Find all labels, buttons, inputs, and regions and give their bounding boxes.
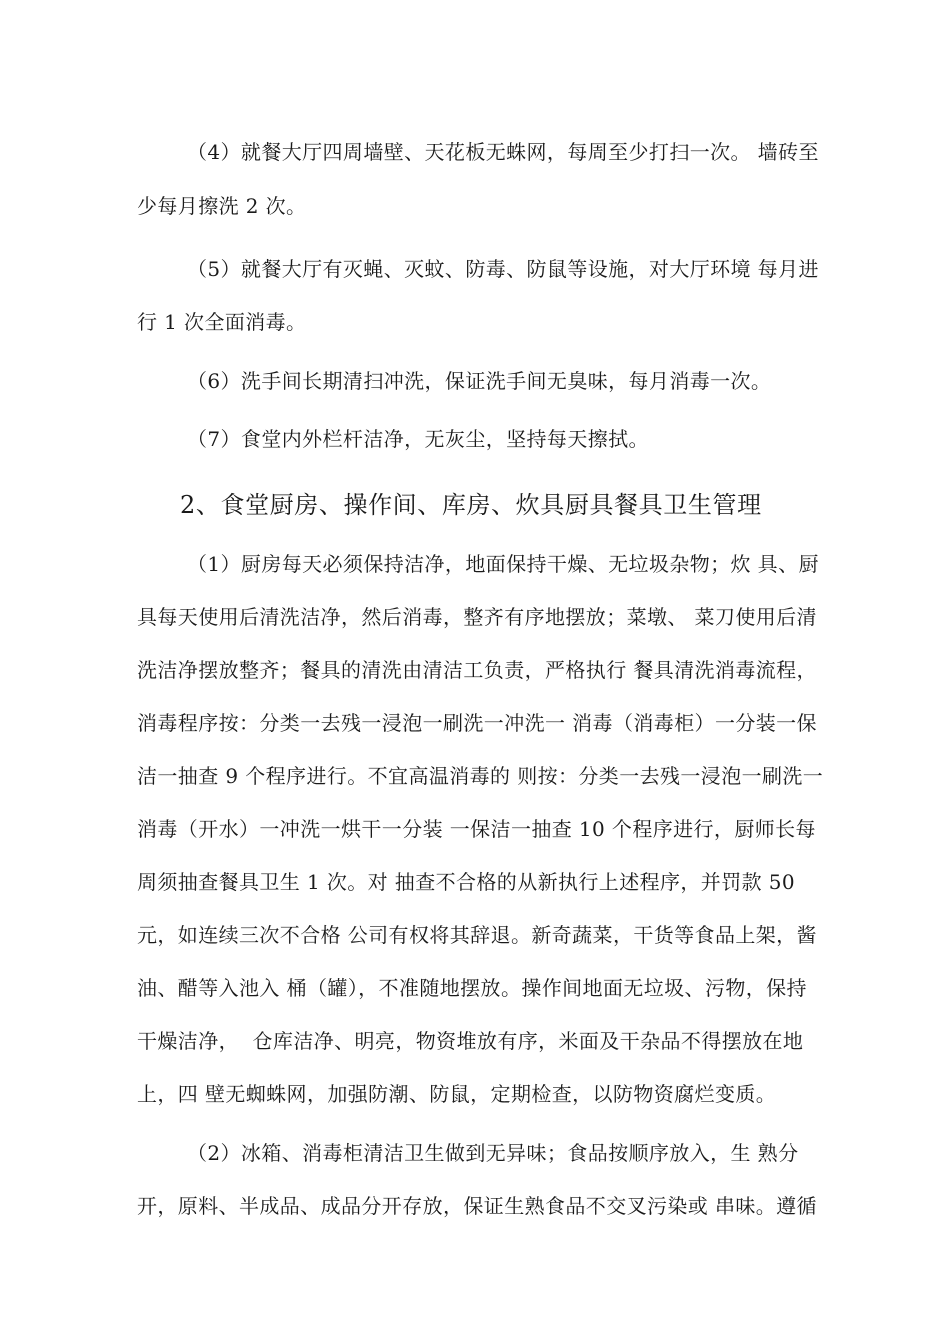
section-2-p1-line-4: 消毒程序按：分类一去残一浸泡一刷洗一冲洗一 消毒（消毒柜）一分装一保 — [137, 711, 817, 735]
section-2-p1-line-11: 上，四 壁无蜘蛛网，加强防潮、防鼠，定期检查，以防物资腐烂变质。 — [137, 1082, 777, 1106]
item-6-line-1: （6）洗手间长期清扫冲洗，保证洗手间无臭味，每月消毒一次。 — [187, 369, 772, 393]
section-2-p1-line-3: 洗洁净摆放整齐；餐具的清洗由清洁工负责，严格执行 餐具清洗消毒流程， — [137, 658, 817, 682]
section-2-heading: 2、食堂厨房、操作间、库房、炊具厨具餐具卫生管理 — [180, 491, 762, 519]
item-4-line-2: 少每月擦洗 2 次。 — [137, 194, 307, 218]
section-2-p1-line-1: （1）厨房每天必须保持洁净，地面保持干燥、无垃圾杂物；炊 具、厨 — [187, 552, 819, 576]
section-2-p2-line-1: （2）冰箱、消毒柜清洁卫生做到无异味；食品按顺序放入，生 熟分 — [187, 1141, 799, 1165]
item-5-line-2: 行 1 次全面消毒。 — [137, 310, 307, 334]
item-4-line-1: （4）就餐大厅四周墙壁、天花板无蛛网，每周至少打扫一次。 墙砖至 — [187, 140, 819, 164]
section-2-p1-line-8: 元，如连续三次不合格 公司有权将其辞退。新奇蔬菜，干货等食品上架，酱 — [137, 923, 817, 947]
item-5-line-1: （5）就餐大厅有灭蝇、灭蚊、防毒、防鼠等设施，对大厅环境 每月进 — [187, 257, 819, 281]
section-2-p1-line-2: 具每天使用后清洗洁净，然后消毒，整齐有序地摆放；菜墩、 菜刀使用后清 — [137, 605, 817, 629]
section-2-p1-line-5: 洁一抽查 9 个程序进行。不宜高温消毒的 则按：分类一去残一浸泡一刷洗一 — [137, 764, 824, 788]
section-2-p1-line-7: 周须抽查餐具卫生 1 次。对 抽查不合格的从新执行上述程序，并罚款 50 — [137, 870, 796, 894]
section-2-p1-line-9: 油、醋等入池入 桶（罐），不准随地摆放。操作间地面无垃圾、污物，保持 — [137, 976, 807, 1000]
item-7-line-1: （7）食堂内外栏杆洁净，无灰尘，坚持每天擦拭。 — [187, 427, 649, 451]
section-2-p2-line-2: 开，原料、半成品、成品分开存放，保证生熟食品不交叉污染或 串味。遵循 — [137, 1194, 817, 1218]
section-2-p1-line-6: 消毒（开水）一冲洗一烘干一分装 一保洁一抽查 10 个程序进行，厨师长每 — [137, 817, 816, 841]
section-2-p1-line-10: 干燥洁净， 仓库洁净、明亮，物资堆放有序，米面及干杂品不得摆放在地 — [137, 1029, 804, 1053]
